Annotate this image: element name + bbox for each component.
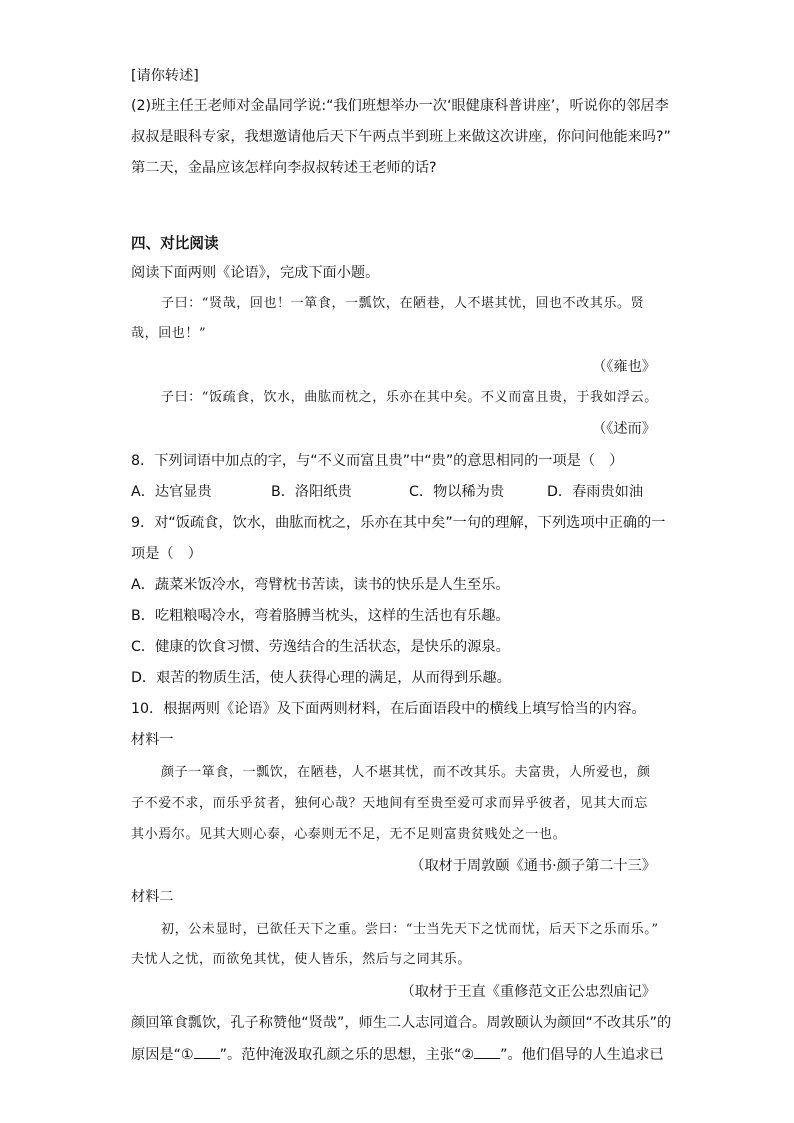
blank-2-underline[interactable] — [474, 1044, 500, 1059]
material2-source: （取材于王直《重修范文正公忠烈庙记》 — [400, 984, 656, 1000]
q9-option-b: B．吃粗粮喝冷水，弯着胳膊当枕头，这样的生活也有乐趣。 — [131, 608, 510, 624]
section-intro: 阅读下面两则《论语》，完成下面小题。 — [131, 265, 380, 281]
passage1-source: （《雍也》 — [592, 359, 656, 375]
material2-line-2: 夫忧人之忧，而欲免其忧，使人皆乐，然后与之同其乐。 — [131, 952, 472, 967]
material1-label: 材料一 — [131, 732, 174, 748]
q9-stem-line-1: 9．对“饭疏食，饮水，曲肱而枕之，乐亦在其中矣”一句的理解，下列选项中正确的一 — [131, 515, 666, 531]
summary-paragraph-line-1: 颜回箪食瓢饮，孔子称赞他“贤哉”，师生二人志同道合。周敦颐认为颜回“不改其乐”的 — [131, 1015, 672, 1031]
q8-option-b: B．洛阳纸贵 — [271, 484, 352, 500]
blank-1-underline[interactable] — [194, 1044, 220, 1059]
blank-1-number: ① — [180, 1047, 194, 1063]
summary-paragraph-line-2 — [131, 1044, 664, 1065]
material1-source: （取材于周敦颐《通书·颜子第二十三》 — [410, 858, 656, 874]
q9-stem-line-2: 项是（ ） — [131, 546, 202, 562]
material2-label: 材料二 — [131, 889, 174, 905]
relay-line-1: (2)班主任王老师对金晶同学说:“我们班想举办一次‘眼健康科普讲座’，听说你的邻居李 — [131, 98, 669, 114]
passage2-line: 子曰：“饭疏食，饮水，曲肱而枕之，乐亦在其中矣。不义而富且贵，于我如浮云。 — [161, 390, 658, 405]
q8-option-c: C．物以稀为贵 — [409, 484, 505, 500]
material2-line-1: 初，公未显时，已欲任天下之重。尝曰：“士当先天下之忧而忧，后天下之乐而乐。” — [161, 922, 659, 937]
passage1-line-1: 子曰：“贤哉，回也！一箪食，一瓢饮，在陋巷，人不堪其忧，回也不改其乐。贤 — [161, 296, 645, 311]
relay-line-2: 叔叔是眼科专家，我想邀请他后天下午两点半到班上来做这次讲座，你问问他能来吗?” — [131, 129, 671, 145]
q9-option-d: D．艰苦的物质生活，使人获得心理的满足，从而得到乐趣。 — [131, 670, 511, 686]
q9-option-a: A．蔬菜米饭冷水，弯臂枕书苦读，读书的快乐是人生至乐。 — [131, 577, 510, 593]
para2-part-c: ”。他们倡导的人生追求已 — [500, 1047, 664, 1063]
para2-part-b: ”。范仲淹汲取孔颜之乐的思想，主张“ — [219, 1047, 462, 1063]
material1-line-1: 颜子一箪食，一瓢饮，在陋巷，人不堪其忧，而不改其乐。夫富贵，人所爱也，颜 — [161, 765, 651, 780]
q8-option-d: D．春雨贵如油 — [547, 484, 644, 500]
relay-tag: [请你转述] — [131, 68, 199, 84]
q10-stem: 10．根据两则《论语》及下面两则材料，在后面语段中的横线上填写恰当的内容。 — [131, 701, 646, 717]
material1-line-2: 子不爱不求，而乐乎贫者，独何心哉？天地间有至贵至爱可求而异乎彼者，见其大而忘 — [131, 796, 648, 811]
relay-line-3: 第二天，金晶应该怎样向李叔叔转述王老师的话? — [131, 160, 437, 176]
passage2-source: （《述而》 — [592, 421, 656, 437]
section-heading: 四、对比阅读 — [131, 235, 219, 252]
q8-option-a: A．达官显贵 — [131, 484, 212, 500]
q9-option-c: C．健康的饮食习惯、劳逸结合的生活状态，是快乐的源泉。 — [131, 639, 510, 655]
blank-2-number: ② — [461, 1047, 475, 1063]
material1-line-3: 其小焉尔。见其大则心泰，心泰则无不足，无不足则富贵贫贱处之一也。 — [131, 827, 567, 842]
para2-part-a: 原因是“ — [131, 1047, 181, 1063]
q8-stem: 8．下列词语中加点的字，与“不义而富且贵”中“贵”的意思相同的一项是（ ） — [131, 453, 624, 469]
passage1-line-2: 哉，回也！” — [131, 326, 207, 341]
